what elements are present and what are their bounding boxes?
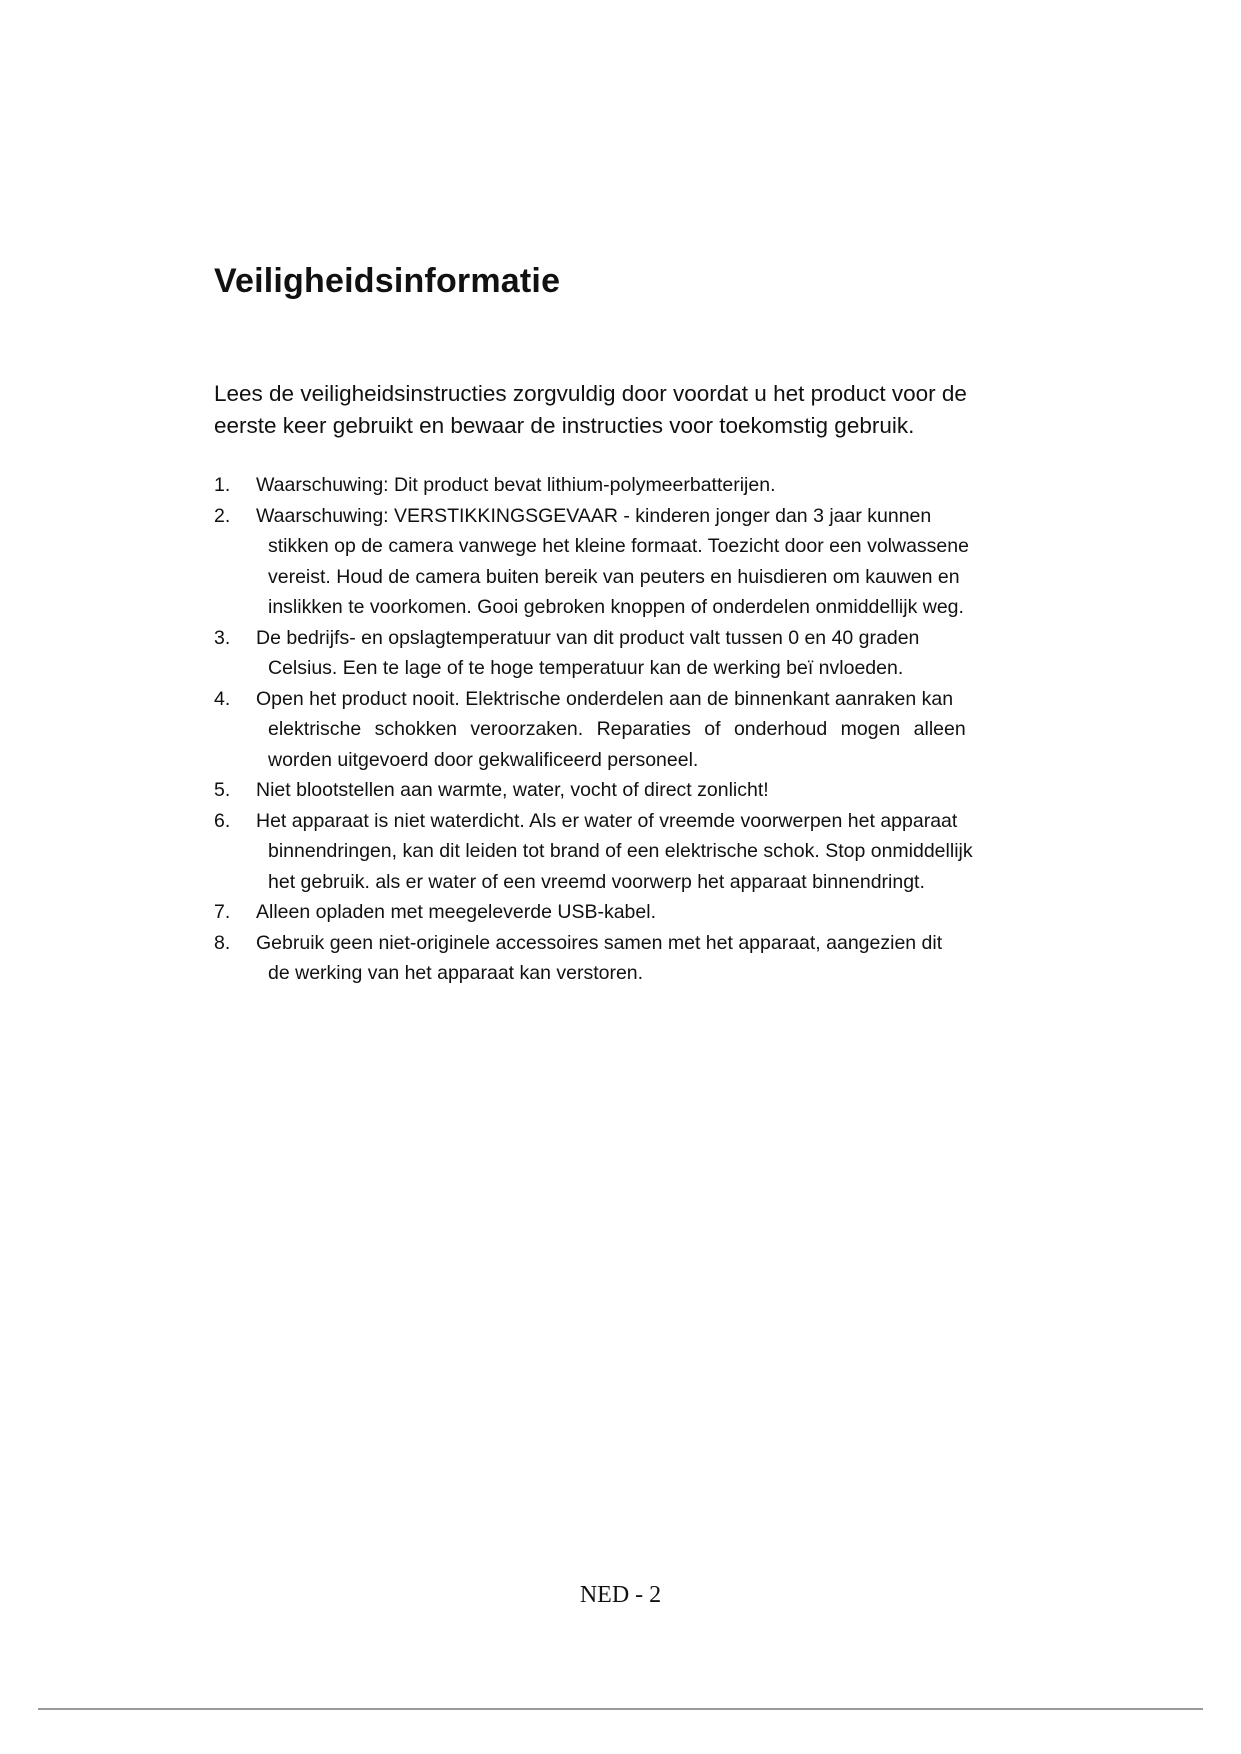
list-item-number: 6.: [214, 809, 231, 832]
list-item: [214, 897, 1064, 928]
page-title: Veiligheidsinformatie: [214, 262, 561, 300]
intro-line-2: eerste keer gebruikt en bewaar de instructies voor toekomstig gebruik.: [214, 413, 915, 438]
list-item: [214, 928, 1064, 989]
list-item-text: de werking van het apparaat kan verstoren.: [268, 962, 644, 984]
list-item-text: vereist. Houd de camera buiten bereik van peuters en huisdieren om kauwen en: [268, 565, 960, 588]
list-item-text: worden uitgevoerd door gekwalificeerd personeel.: [268, 748, 699, 771]
list-item-text: stikken op de camera vanwege het kleine formaat. Toezicht door een volwassene: [268, 535, 969, 557]
list-item-number: 4.: [214, 687, 231, 710]
list-item-text: Celsius. Een te lage of te hoge temperatuur kan de werking beï nvloeden.: [268, 657, 904, 679]
list-item-text: inslikken te voorkomen. Gooi gebroken knoppen of onderdelen onmiddellijk weg.: [268, 596, 964, 618]
list-item-text: elektrische schokken veroorzaken. Reparaties of onderhoud mogen alleen: [268, 718, 966, 740]
list-item: [214, 501, 1064, 623]
list-item-text: binnendringen, kan dit leiden tot brand of een elektrische schok. Stop onmiddellijk: [268, 840, 973, 862]
list-item: [214, 806, 1064, 898]
list-item-text: Waarschuwing: VERSTIKKINGSGEVAAR - kinderen jonger dan 3 jaar kunnen: [256, 504, 932, 527]
safety-list: [214, 470, 1064, 989]
list-item: [214, 684, 1064, 776]
intro-paragraph: [214, 378, 1064, 442]
list-item-text: het gebruik. als er water of een vreemd voorwerp het apparaat binnendringt.: [268, 870, 925, 893]
list-item-text: Gebruik geen niet-originele accessoires samen met het apparaat, aangezien dit: [256, 931, 943, 954]
page-number: NED - 2: [579, 1582, 662, 1608]
list-item-text: Alleen opladen met meegeleverde USB-kabel.: [256, 901, 656, 923]
list-item-number: 1.: [214, 474, 231, 496]
list-item-number: 5.: [214, 779, 231, 801]
list-item-number: 7.: [214, 901, 231, 923]
list-item-text: Open het product nooit. Elektrische onderdelen aan de binnenkant aanraken kan: [256, 687, 954, 710]
list-item-text: De bedrijfs- en opslagtemperatuur van dit product valt tussen 0 en 40 graden: [256, 626, 920, 649]
list-item-number: 3.: [214, 626, 231, 649]
list-item-number: 8.: [214, 931, 231, 954]
list-item: [214, 623, 1064, 684]
list-item-text: Het apparaat is niet waterdicht. Als er water of vreemde voorwerpen het apparaat: [256, 809, 958, 832]
intro-line-1: Lees de veiligheidsinstructies zorgvuldig door voordat u het product voor de: [214, 381, 967, 406]
list-item-text: Waarschuwing: Dit product bevat lithium-polymeerbatterijen.: [256, 474, 776, 496]
list-item-number: 2.: [214, 504, 231, 527]
list-item-text: Niet blootstellen aan warmte, water, vocht of direct zonlicht!: [256, 779, 769, 801]
list-item: [214, 470, 1064, 501]
list-item: [214, 775, 1064, 806]
footer-divider: [38, 1708, 1203, 1710]
